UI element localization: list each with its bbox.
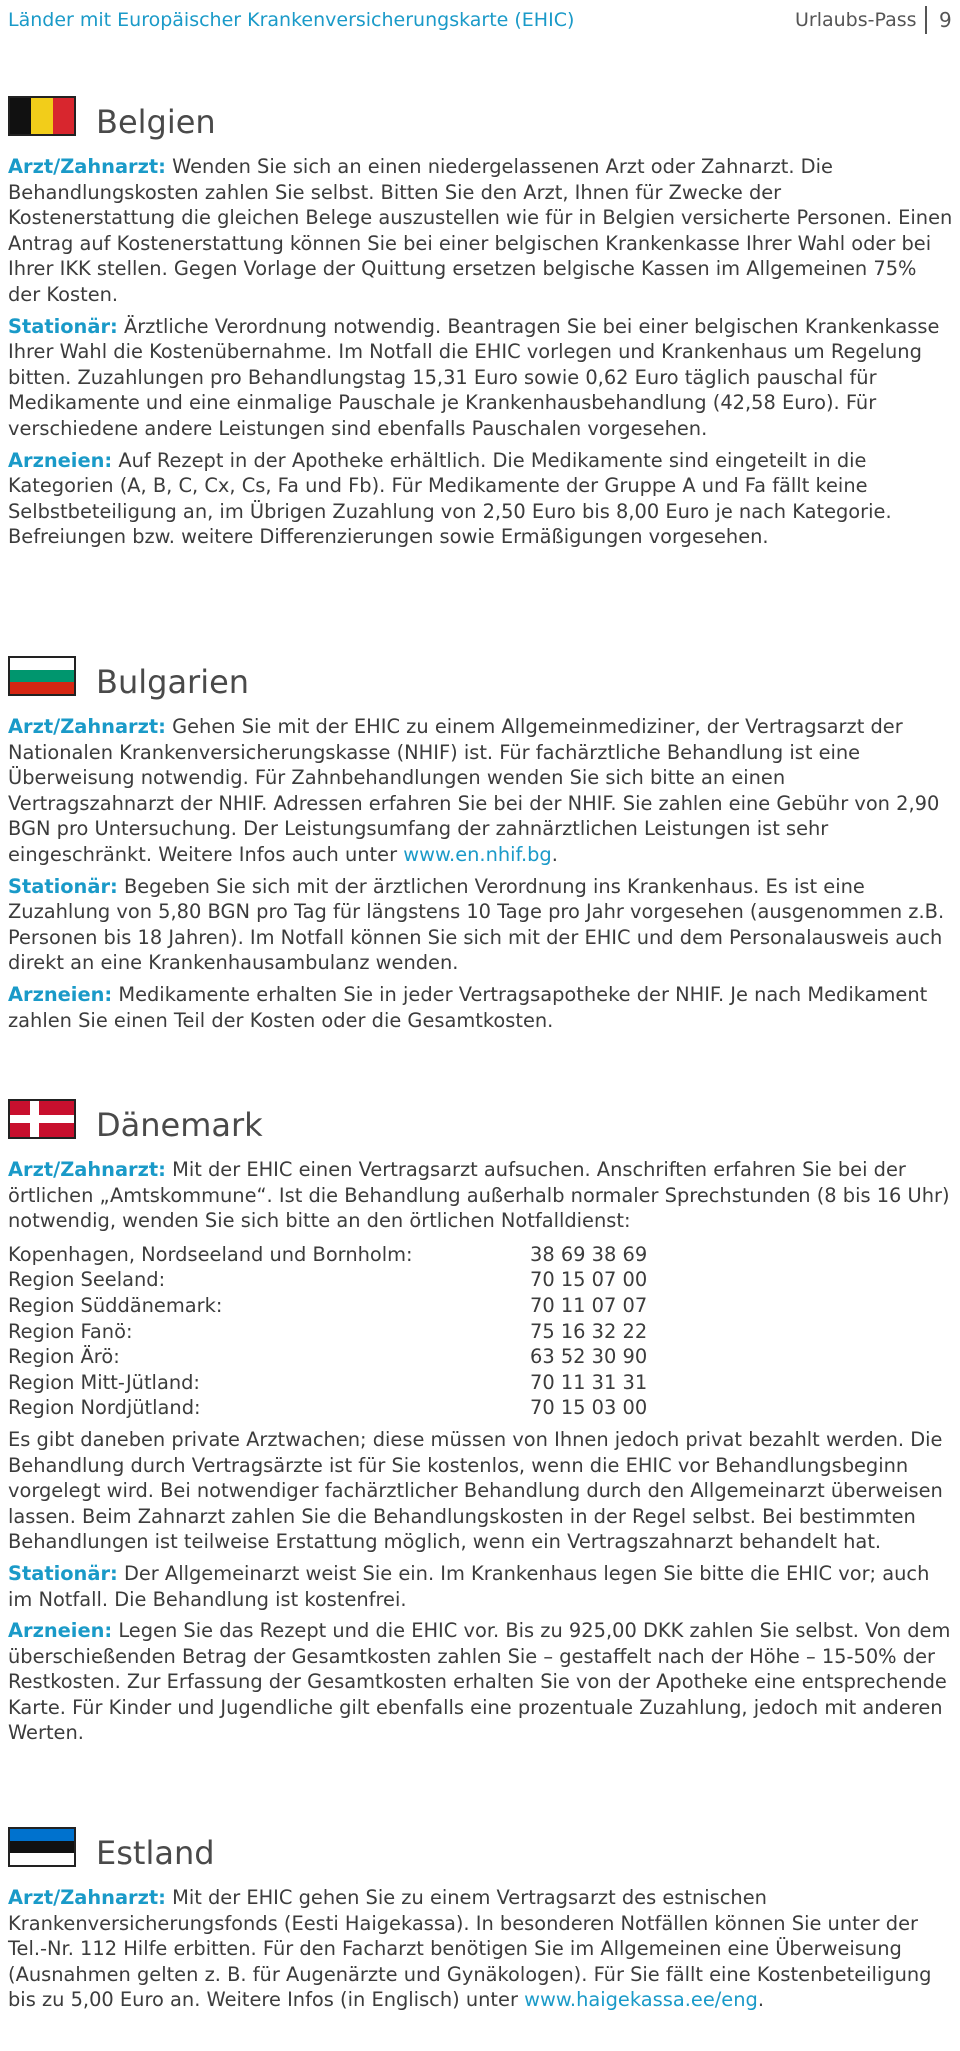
doctor-text: Gehen Sie mit der EHIC zu einem Allgemeinmediziner, der Vertragsarzt der Nationalen Krankenversicherungskasse (NHIF) ist. Für fachärztliche Behandlung ist eine Überweisung notwendig. Für Zahnbehandlungen wenden Sie sich bitte an einen Vertragszahnarzt der NHIF. Adressen erfahren Sie bei der NHIF. Sie zahlen eine Gebühr von 2,90 BGN pro Untersuchung. Der Leistungsumfang der zahnärztlichen Leistungen ist sehr eingeschränkt. Weitere Infos auch unter <box>8 715 940 866</box>
medicine-paragraph <box>8 448 953 550</box>
estonia-flag-icon <box>8 1827 76 1867</box>
region-name: Region Fanö: <box>8 1319 133 1343</box>
phone-number: 70 11 31 31 <box>530 1370 648 1394</box>
table-row <box>8 1344 647 1370</box>
country-denmark <box>8 1099 953 1752</box>
doctor-text: Mit der EHIC gehen Sie zu einem Vertragsarzt des estnischen Krankenversicherungsfonds (Eesti Haigekassa). In besonderen Notfällen können Sie unter der Tel.-Nr. 112 Hilfe erbitten. Für den Facharzt benötigen Sie im Allgemeinen eine Überweisung (Ausnahmen gelten z. B. für Augenärzte und Gynäkologen). Für Sie fällt eine Kostenbeteiligung bis zu 5,00 Euro an. Weitere Infos (in Englisch) unter <box>8 1886 932 2012</box>
country-estonia <box>8 1827 953 2019</box>
country-heading <box>8 1827 953 1879</box>
country-belgium <box>8 96 953 556</box>
country-heading <box>8 96 953 148</box>
phone-number: 70 11 07 07 <box>530 1293 648 1317</box>
hospital-paragraph <box>8 874 953 976</box>
doctor-label: Arzt/Zahnarzt: <box>8 1158 166 1181</box>
hospital-label: Stationär: <box>8 1561 118 1585</box>
country-name: Dänemark <box>96 1106 263 1144</box>
region-name: Region Ärö: <box>8 1345 120 1369</box>
hospital-text: Ärztliche Verordnung notwendig. Beantragen Sie bei einer belgischen Krankenkasse Ihrer Wahl die Kostenübernahme. Im Notfall die EHIC vorlegen und Krankenhaus um Regelung bitten. Zuzahlungen pro Behandlungstag 15,31 Euro sowie 0,62 Euro täglich pauschal für Medikamente und eine einmalige Pauschale je Krankenhausbehandlung (42,58 Euro). Für verschiedene andere Leistungen sind ebenfalls Pauschalen vorgesehen. <box>8 314 940 440</box>
region-name: Kopenhagen, Nordseeland und Bornholm: <box>8 1242 413 1266</box>
medicine-label: Arzneien: <box>8 982 113 1006</box>
phone-number: 38 69 38 69 <box>530 1242 648 1266</box>
medicine-label: Arzneien: <box>8 1619 113 1643</box>
nhif-link[interactable]: www.en.nhif.bg <box>403 842 552 866</box>
country-name: Belgien <box>96 103 216 141</box>
doctor-label: Arzt/Zahnarzt: <box>8 1886 166 1909</box>
doctor-text-end: . <box>551 842 558 866</box>
medicine-text: Auf Rezept in der Apotheke erhältlich. Die Medikamente sind eingeteilt in die Kategorien (A, B, C, Cx, Cs, Fa und Fb). Für Medikamente der Gruppe A und Fa fällt keine Selbstbeteiligung an, im Übrigen Zuzahlung von 2,50 Euro bis 8,00 Euro je nach Kategorie. Befreiungen bzw. weitere Differenzierungen sowie Ermäßigungen vorgesehen. <box>8 448 892 549</box>
doctor-paragraph <box>8 714 953 868</box>
country-name: Estland <box>96 1834 215 1872</box>
table-row <box>8 1370 647 1396</box>
region-name: Region Süddänemark: <box>8 1293 223 1317</box>
page-header <box>0 0 960 40</box>
region-name: Region Seeland: <box>8 1268 166 1292</box>
region-name: Region Mitt-Jütland: <box>8 1370 200 1394</box>
header-section: Urlaubs-Pass <box>795 9 917 31</box>
doctor-label: Arzt/Zahnarzt: <box>8 715 166 738</box>
country-heading <box>8 1099 953 1151</box>
emergency-phone-table <box>8 1242 647 1421</box>
table-row <box>8 1293 647 1319</box>
hospital-text: Begeben Sie sich mit der ärztlichen Verordnung ins Krankenhaus. Es ist eine Zuzahlung von 5,80 BGN pro Tag für längstens 10 Tage pro Jahr vorgesehen (ausgenommen z.B. Personen bis 18 Jahren). Im Notfall können Sie sich mit der EHIC und dem Personalausweis auch direkt an eine Krankenhausambulanz wenden. <box>8 874 945 975</box>
country-bulgaria <box>8 656 953 1039</box>
phone-number: 70 15 03 00 <box>530 1396 648 1420</box>
country-name: Bulgarien <box>96 663 250 701</box>
doctor-text-end: . <box>757 1988 764 2012</box>
country-heading <box>8 656 953 708</box>
doctor-text: Wenden Sie sich an einen niedergelassenen Arzt oder Zahnarzt. Die Behandlungskosten zahlen Sie selbst. Bitten Sie den Arzt, Ihnen für Zwecke der Kostenerstattung die gleichen Belege auszustellen wie für in Belgien versicherte Personen. Einen Antrag auf Kostenerstattung können Sie bei einer belgischen Krankenkasse Ihrer Wahl oder bei Ihrer IKK stellen. Gegen Vorlage der Quittung ersetzen belgische Kassen im Allgemeinen 75% der Kosten. <box>8 155 953 306</box>
doctor-label: Arzt/Zahnarzt: <box>8 155 166 178</box>
page-number: 9 <box>939 8 952 32</box>
hospital-label: Stationär: <box>8 874 118 898</box>
doctor-paragraph <box>8 1885 953 2013</box>
medicine-text: Legen Sie das Rezept und die EHIC vor. Bis zu 925,00 DKK zahlen Sie selbst. Von dem überschießenden Betrag der Gesamtkosten zahlen Sie – gestaffelt nach der Höhe – 15-50% der Restkosten. Zur Erfassung der Gesamtkosten erhalten Sie von der Apotheke eine entsprechende Karte. Für Kinder und Jugendliche gilt ebenfalls eine prozentuale Zuzahlung, jedoch mit anderen Werten. <box>8 1619 951 1745</box>
medicine-label: Arzneien: <box>8 448 113 472</box>
doctor-paragraph <box>8 1157 953 1234</box>
header-divider <box>925 6 927 34</box>
region-name: Region Nordjütland: <box>8 1396 201 1420</box>
hospital-paragraph <box>8 314 953 442</box>
phone-number: 70 15 07 00 <box>530 1268 648 1292</box>
doctor-text: Mit der EHIC einen Vertragsarzt aufsuchen. Anschriften erfahren Sie bei der örtlichen „Amtskommune“. Ist die Behandlung außerhalb normaler Sprechstunden (8 bis 16 Uhr) notwendig, wenden Sie sich bitte an den örtlichen Notfalldienst: <box>8 1158 950 1233</box>
table-row <box>8 1395 647 1421</box>
hospital-text: Der Allgemeinarzt weist Sie ein. Im Krankenhaus legen Sie bitte die EHIC vor; auch im Notfall. Die Behandlung ist kostenfrei. <box>8 1561 930 1611</box>
denmark-flag-icon <box>8 1099 76 1139</box>
medicine-paragraph <box>8 982 953 1033</box>
phone-number: 75 16 32 22 <box>530 1319 648 1343</box>
note-paragraph: Es gibt daneben private Arztwachen; diese müssen von Ihnen jedoch privat bezahlt werden. Die Behandlung durch Vertragsärzte ist für Sie kostenlos, wenn die EHIC vor Behandlungsbeginn vorgelegt wird. Bei notwendiger fachärztlicher Behandlung durch den Allgemeinarzt überweisen lassen. Beim Zahnarzt zahlen Sie die Behandlungskosten in der Regel selbst. Bei bestimmten Behandlungen ist teilweise Erstattung möglich, wenn ein Vertragszahnarzt behandelt hat. <box>8 1427 943 1554</box>
haigekassa-link[interactable]: www.haigekassa.ee/eng <box>524 1988 758 2012</box>
table-row <box>8 1267 647 1293</box>
medicine-paragraph <box>8 1618 953 1746</box>
hospital-label: Stationär: <box>8 314 118 338</box>
hospital-paragraph <box>8 1561 953 1612</box>
medicine-text: Medikamente erhalten Sie in jeder Vertragsapotheke der NHIF. Je nach Medikament zahlen Sie einen Teil der Kosten oder die Gesamtkosten. <box>8 982 928 1032</box>
doctor-paragraph <box>8 154 953 308</box>
phone-number: 63 52 30 90 <box>530 1345 648 1369</box>
header-title: Länder mit Europäischer Krankenversicherungskarte (EHIC) <box>8 9 575 31</box>
belgium-flag-icon <box>8 96 76 136</box>
bulgaria-flag-icon <box>8 656 76 696</box>
table-row <box>8 1242 647 1268</box>
table-row <box>8 1319 647 1345</box>
